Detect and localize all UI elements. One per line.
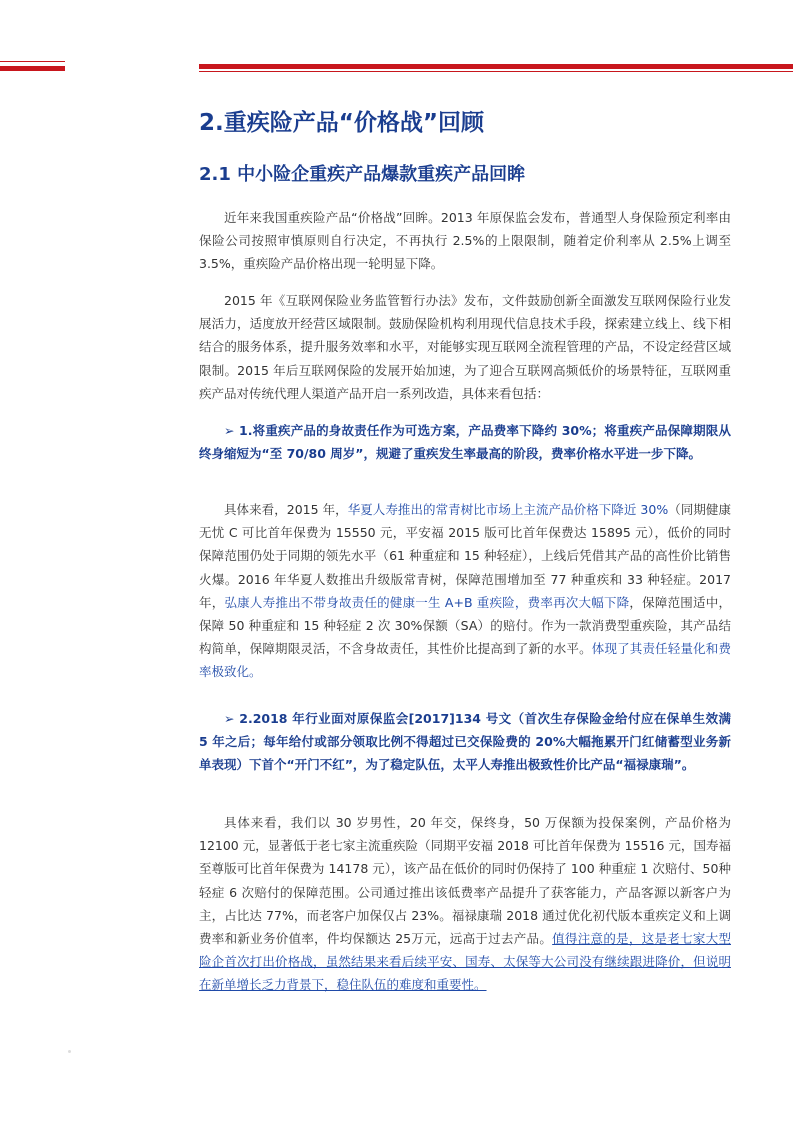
case-2015-text-a: 具体来看，2015 年， xyxy=(224,502,348,517)
page-marker-dot xyxy=(68,1050,71,1053)
paragraph-internet-regulation: 2015 年《互联网保险业务监管暂行办法》发布，文件鼓励创新全面激发互联网保险行业发展活力，适度放开经营区域限制。鼓励保险机构利用现代信息技术手段，探索建立线上、线下相结合的服务体系，提升服务效率和水平，对能够实现互联网全流程管理的产品，不设定经营区域限制。2015 年后互联网保险的发展开始加速，为了迎合互联网高频低价的场景特征，互联网重疾产品对传统代理人渠道产品开启一系列改造，具体来看包括： xyxy=(199,293,731,401)
case-2018-text: 具体来看，我们以 30 岁男性，20 年交，保终身，50 万保额为投保案例，产品价格为 12100 元，显著低于老七家主流重疾险（同期平安福 2018 可比首年保费为 15516 元，国寿福至尊版可比首年保费为 14178 元），该产品在低价的同时仍保持了 100 种重症 1 次赔付、50种轻症 6 次赔付的保障范围。公司通过推出该低费率产品提升了获客能力，产品客源以新客户为主，占比达 77%，而老客户加保仅占 23%。福禄康瑞 2018 通过优化初代版本重疾定义和上调费率和新业务价值率，件均保额达 25万元，远高于过去产品。 xyxy=(199,815,731,947)
header-rule-left xyxy=(0,66,65,71)
bullet-point-1: ➢ 1.将重疾产品的身故责任作为可选方案，产品费率下降约 30%；将重疾产品保障期限从终身缩短为“至 70/80 周岁”，规避了重疾发生率最高的阶段，费率价格水平进一步下降。 xyxy=(199,423,731,462)
header-rule-left-top xyxy=(0,61,65,62)
case-2015-highlight-huaxia: 华夏人寿推出的常青树比市场上主流产品价格下降近 30% xyxy=(347,502,669,517)
case-2015-text-e: ，保障范围适中，保障 50 种重症和 15 种轻症 2 次 30%保额（SA）的赔付。作为一款消费型重疾险，其产品结构简单，保障期限灵活，不含身故责任，其性价比提高到了新的水平。 xyxy=(199,594,731,657)
case-2015-text-c: （同期健康无忧 C 可比首年保费为 15550 元，平安福 2015 版可比首年保费达 15895 元），低价的同时保障范围仍处于同期的领先水平（61 种重症和 15 种轻症），上线后凭借其产品的高性价比销售火爆。2016 年华夏人数推出升级版常青树，保障范围增加至 77 种重疾和 33 种轻症。2017 年， xyxy=(199,502,731,610)
bullet-point-2: ➢ 2.2018 年行业面对原保监会[2017]134 号文（首次生存保险金给付应在保单生效满 5 年之后；每年给付或部分领取比例不得超过已交保险费的 20%大幅拖累开门红储蓄型业务新单表现）下首个“开门不红”，为了稳定队伍，太平人寿推出极致性价比产品“福禄康瑞”。 xyxy=(199,711,731,773)
paragraph-intro: 近年来我国重疾险产品“价格战”回眸。2013 年原保监会发布，普通型人身保险预定利率由保险公司按照审慎原则自行决定，不再执行 2.5%的上限限制，随着定价利率从 2.5%上调至 3.5%，重疾险产品价格出现一轮明显下降。 xyxy=(199,210,731,272)
header-rule-right xyxy=(199,64,793,69)
section-heading: 2.重疾险产品“价格战”回顾 xyxy=(199,110,484,136)
subsection-heading: 2.1 中小险企重疾产品爆款重疾产品回眸 xyxy=(199,164,526,185)
header-rule-right-bottom xyxy=(199,71,793,72)
paragraph-case-2018 xyxy=(199,811,731,997)
paragraph-case-2015 xyxy=(199,498,731,684)
case-2018-underlined-note: 值得注意的是，这是老七家大型险企首次打出价格战，虽然结果来看后续平安、国寿、太保等大公司没有继续跟进降价，但说明在新单增长乏力背景下，稳住队伍的难度和重要性。 xyxy=(199,931,731,993)
case-2015-highlight-conclusion: 体现了其责任轻量化和费率极致化。 xyxy=(199,641,731,680)
case-2015-highlight-hongkang: 弘康人寿推出不带身故责任的健康一生 A+B 重疾险，费率再次大幅下降 xyxy=(224,594,630,610)
